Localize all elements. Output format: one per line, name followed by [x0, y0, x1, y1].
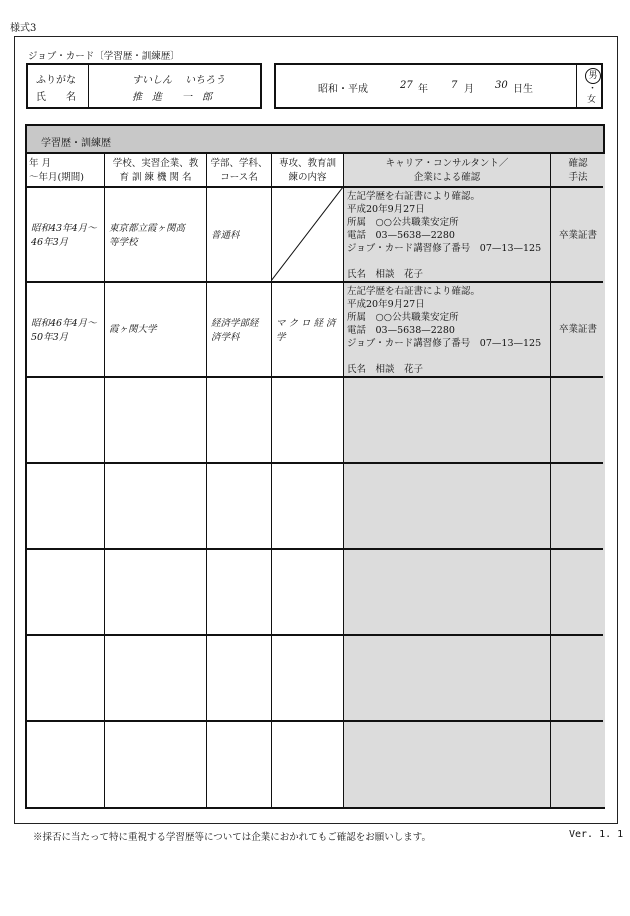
row1-faculty: 普通科: [211, 230, 240, 241]
gender-separator: ・: [588, 84, 598, 94]
row1-school: 東京都立霞ヶ関高 等学校: [109, 223, 186, 248]
section-title-bar: [25, 124, 605, 154]
name-value: 推 進 一 郎: [132, 92, 212, 103]
header-major: 専攻、教育訓 練の内容: [278, 158, 336, 183]
header-confirm-method: 確認 手法: [568, 158, 588, 183]
form-label: 様式3: [10, 23, 37, 34]
row2-school: 霞ヶ関大学: [109, 324, 157, 335]
header-faculty: 学部、学科、 コース名: [210, 158, 268, 183]
gender-male: 男: [585, 68, 601, 84]
gender-female: 女: [587, 95, 597, 105]
era-label: 昭和・平成: [318, 84, 368, 95]
row1-confirmation: 左記学歴を右証書により確認。 平成20年9月27日 所属 ○○公共職業安定所 電話 03—5638—2280 ジョブ・カード講習修了番号 07—13—125 氏名 相談 花子: [347, 191, 542, 280]
section-title: 学習歴・訓練歴: [41, 138, 111, 149]
header-period: 年 月 ～年月(期間): [29, 158, 84, 183]
month-unit: 月: [464, 84, 474, 95]
header-school: 学校、実習企業、教 育 訓 練 機 関 名: [112, 158, 199, 183]
birth-day: 30: [495, 80, 508, 91]
name-box: [26, 63, 262, 109]
row1-period: 昭和43年4月～ 46年3月: [31, 223, 97, 248]
row2-period: 昭和46年4月～ 50年3月: [31, 318, 97, 343]
row2-confirmation: 左記学歴を右証書により確認。 平成20年9月27日 所属 ○○公共職業安定所 電話 03—5638—2280 ジョブ・カード講習修了番号 07—13—125 氏名 相談 花子: [347, 286, 542, 375]
birthdate-box: [274, 63, 603, 109]
row2-faculty: 経済学部経 済学科: [211, 318, 259, 343]
name-label: 氏 名: [36, 92, 76, 103]
birth-year: 27: [400, 80, 413, 91]
header-career-confirmation: キャリア・コンサルタント／ 企業による確認: [385, 158, 509, 183]
year-unit: 年: [418, 84, 428, 95]
row2-major: マクロ経済 学: [276, 318, 339, 343]
history-table: [25, 152, 605, 809]
furigana-value: すいしん いちろう: [132, 75, 226, 86]
row2-method: 卒業証書: [559, 324, 598, 335]
day-unit: 日生: [513, 84, 533, 95]
empty-cell-diagonal: [271, 187, 343, 281]
furigana-label: ふりがな: [36, 75, 76, 86]
row1-method: 卒業証書: [559, 230, 598, 241]
version-label: Ver. 1. 1: [569, 829, 624, 840]
birth-month: 7: [451, 80, 458, 91]
card-title: ジョブ・カード〔学習歴・訓練歴〕: [28, 51, 180, 62]
footer-note: ※採否に当たって特に重視する学習歴等については企業におかれてもご確認をお願いします。: [33, 832, 432, 843]
